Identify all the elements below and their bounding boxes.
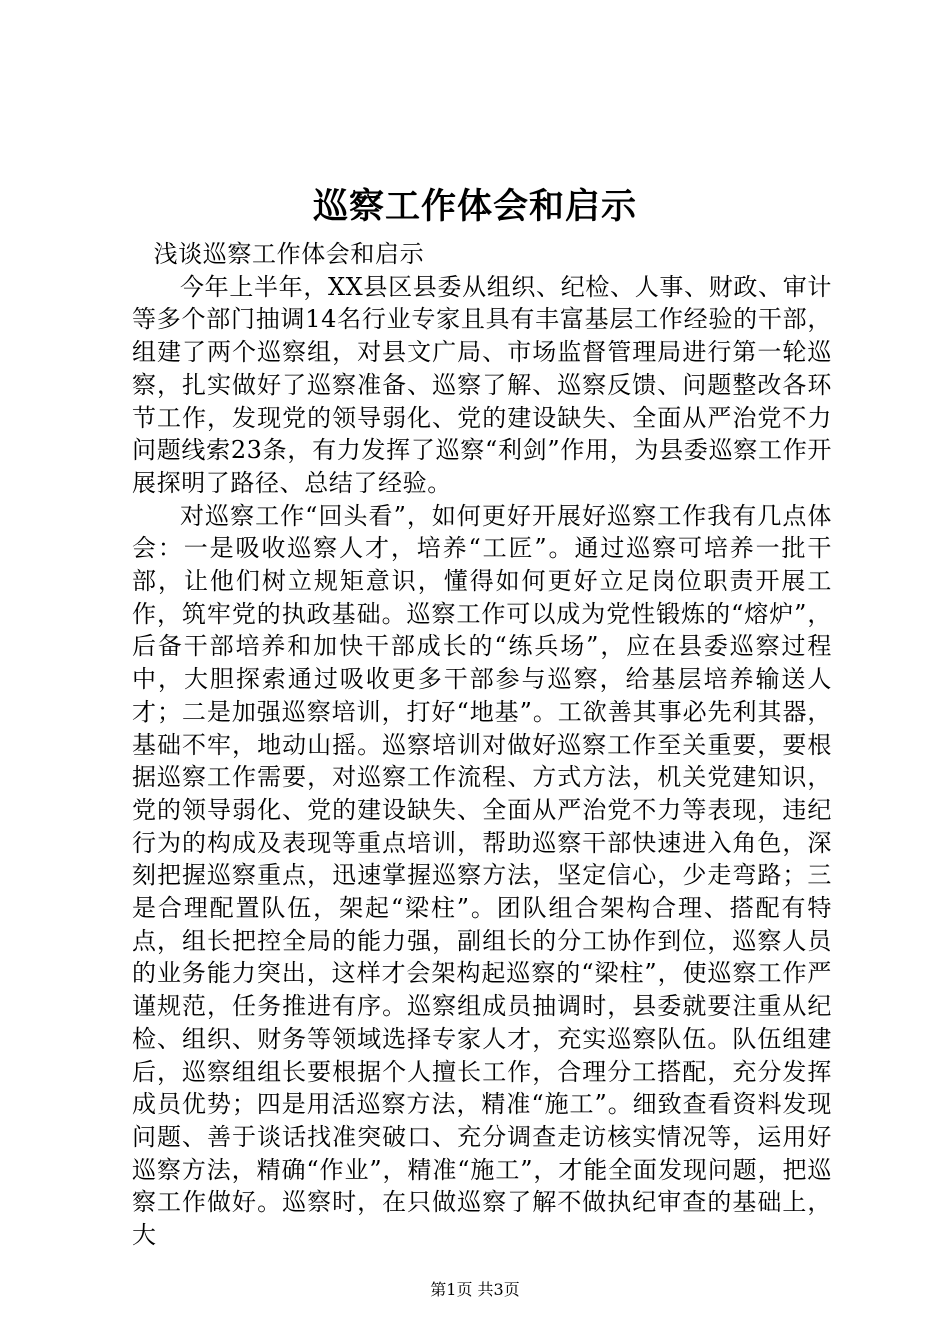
paragraph-1: 今年上半年，XX县区县委从组织、纪检、人事、财政、审计等多个部门抽调14名行业专家且具有丰富基层工作经验的干部，组建了两个巡察组，对县文广局、市场监督管理局进行第一轮巡察，扎实做好了巡察准备、巡察了解、巡察反馈、问题整改各环节工作，发现党的领导弱化、党的建设缺失、全面从严治党不力问题线索23条，有力发挥了巡察“利剑”作用，为县委巡察工作开展探明了路径、总结了经验。 xyxy=(132,272,832,497)
document-title: 巡察工作体会和启示 xyxy=(312,186,637,228)
paragraph-2: 对巡察工作“回头看”，如何更好开展好巡察工作我有几点体会：一是吸收巡察人才，培养“工匠”。通过巡察可培养一批干部，让他们树立规矩意识，懂得如何更好立足岗位职责开展工作，筑牢党的执政基础。巡察工作可以成为党性锻炼的“熔炉”，后备干部培养和加快干部成长的“练兵场”，应在县委巡察过程中，大胆探索通过吸收更多干部参与巡察，给基层培养输送人才；二是加强巡察培训，打好“地基”。工欲善其事必先利其器，基础不牢，地动山摇。巡察培训对做好巡察工作至关重要，要根据巡察工作需要，对巡察工作流程、方式方法，机关党建知识，党的领导弱化、党的建设缺失、全面从严治党不力等表现，违纪行为的构成及表现等重点培训，帮助巡察干部快速进入角色，深刻把握巡察重点，迅速掌握巡察方法，坚定信心，少走弯路；三是合理配置队伍，架起“梁柱”。团队组合架构合理、搭配有特点，组长把控全局的能力强，副组长的分工协作到位，巡察人员的业务能力突出，这样才会架构起巡察的“梁柱”，使巡察工作严谨规范，任务推进有序。巡察组成员抽调时，县委就要注重从纪检、组织、财务等领域选择专家人才，充实巡察队伍。队伍组建后，巡察组组长要根据个人擅长工作，合理分工搭配，充分发挥成员优势；四是用活巡察方法，精准“施工”。细致查看资料发现问题、善于谈话找准突破口、充分调查走访核实情况等，运用好巡察方法，精确“作业”，精准“施工”，才能全面发现问题，把巡察工作做好。巡察时，在只做巡察了解不做执纪审查的基础上，大 xyxy=(132,501,832,1250)
page-number-footer: 第1页 共3页 xyxy=(430,1280,520,1299)
document-subtitle: 浅谈巡察工作体会和启示 xyxy=(153,240,425,268)
document-body xyxy=(132,238,832,1252)
